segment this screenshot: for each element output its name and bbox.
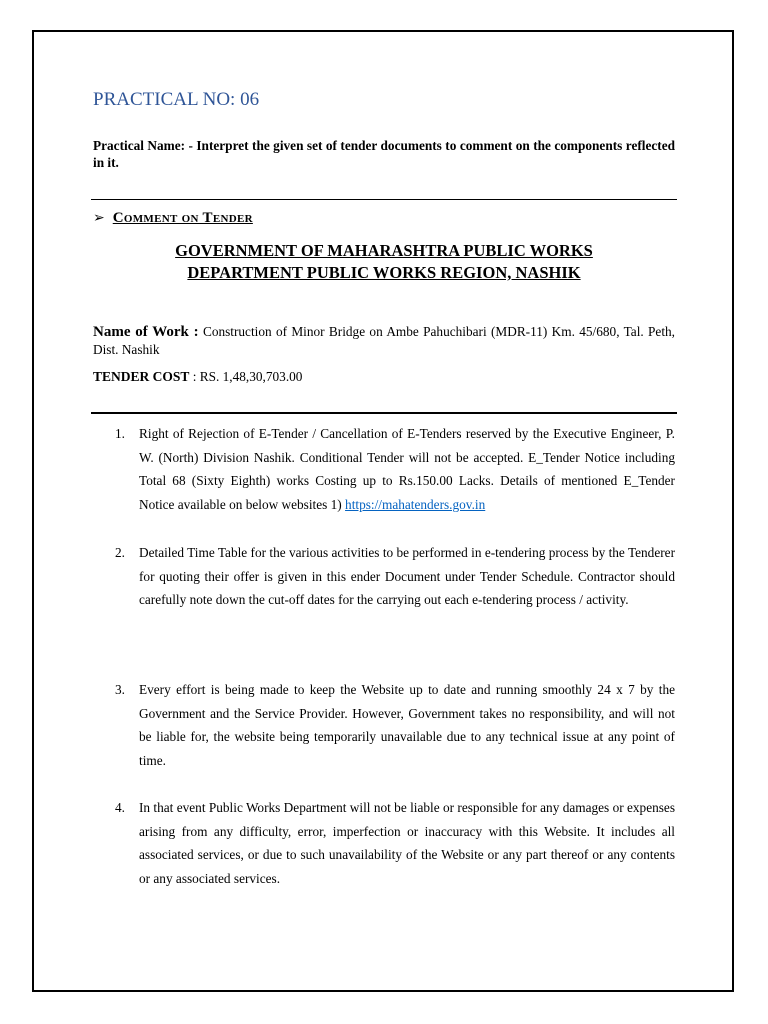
section-heading (93, 210, 253, 227)
list-item-text: Detailed Time Table for the various activities to be performed in e-tendering process by the Tenderer for quoting their offer is given in this ender Document under Tender Schedule. Contractor should carefully note down the cut-off dates for the carrying out each e-tendering process / activity. (139, 545, 675, 608)
list-item (93, 422, 675, 517)
divider-top (91, 199, 677, 200)
practical-title: PRACTICAL NO: 06 (93, 89, 260, 110)
name-of-work-value: Construction of Minor Bridge on Ambe Pahuchibari (MDR-11) Km. 45/680, Tal. Peth, Dist. Nashik (93, 324, 675, 357)
tender-cost-value: : RS. 1,48,30,703.00 (189, 369, 303, 384)
name-of-work (93, 323, 675, 359)
arrow-bullet-icon: ➢ (93, 210, 105, 226)
list-item-number: 1. (115, 426, 125, 441)
tender-cost (93, 369, 302, 385)
tender-cost-label: TENDER COST (93, 369, 190, 384)
list-item (93, 541, 675, 612)
list-item-text (139, 422, 675, 517)
practical-name: Practical Name: - Interpret the given set of tender documents to comment on the components reflected in it. (93, 138, 675, 170)
name-of-work-label: Name of Work : (93, 324, 199, 340)
department-line-1: GOVERNMENT OF MAHARASHTRA PUBLIC WORKS (175, 241, 593, 260)
list-item (93, 796, 675, 891)
list-item-body: Right of Rejection of E-Tender / Cancellation of E-Tenders reserved by the Executive Engineer, P. W. (North) Division Nashik. Conditional Tender will not be accepted. E_Tender Notice including Total 68 (Sixty Eighth) works Costing up to Rs.150.00 Lacks. Details of mentioned E_Tender Notice available on below websites 1) (139, 426, 675, 513)
list-item-text: Every effort is being made to keep the Website up to date and running smoothly 24 x 7 by the Government and the Service Provider. However, Government takes no responsibility, and will not be liable for, the website being temporarily unavailable due to any technical issue at any point of time. (139, 682, 675, 769)
section-heading-text: Comment on Tender (112, 210, 253, 226)
department-line-2: DEPARTMENT PUBLIC WORKS REGION, NASHIK (187, 263, 581, 282)
list-item (93, 678, 675, 773)
list-item-text: In that event Public Works Department will not be liable or responsible for any damages or expenses arising from any difficulty, error, imperfection or inaccuracy with this Website. It includes all associated services, or due to such unavailability of the Website or any part thereof or any contents or any associated services. (139, 800, 675, 887)
department-heading (93, 240, 675, 284)
list-item-number: 2. (115, 545, 125, 560)
list-item-number: 4. (115, 800, 125, 815)
mahatenders-link[interactable]: https://mahatenders.gov.in (345, 497, 486, 513)
divider-bottom (91, 412, 677, 414)
list-item-number: 3. (115, 682, 125, 697)
